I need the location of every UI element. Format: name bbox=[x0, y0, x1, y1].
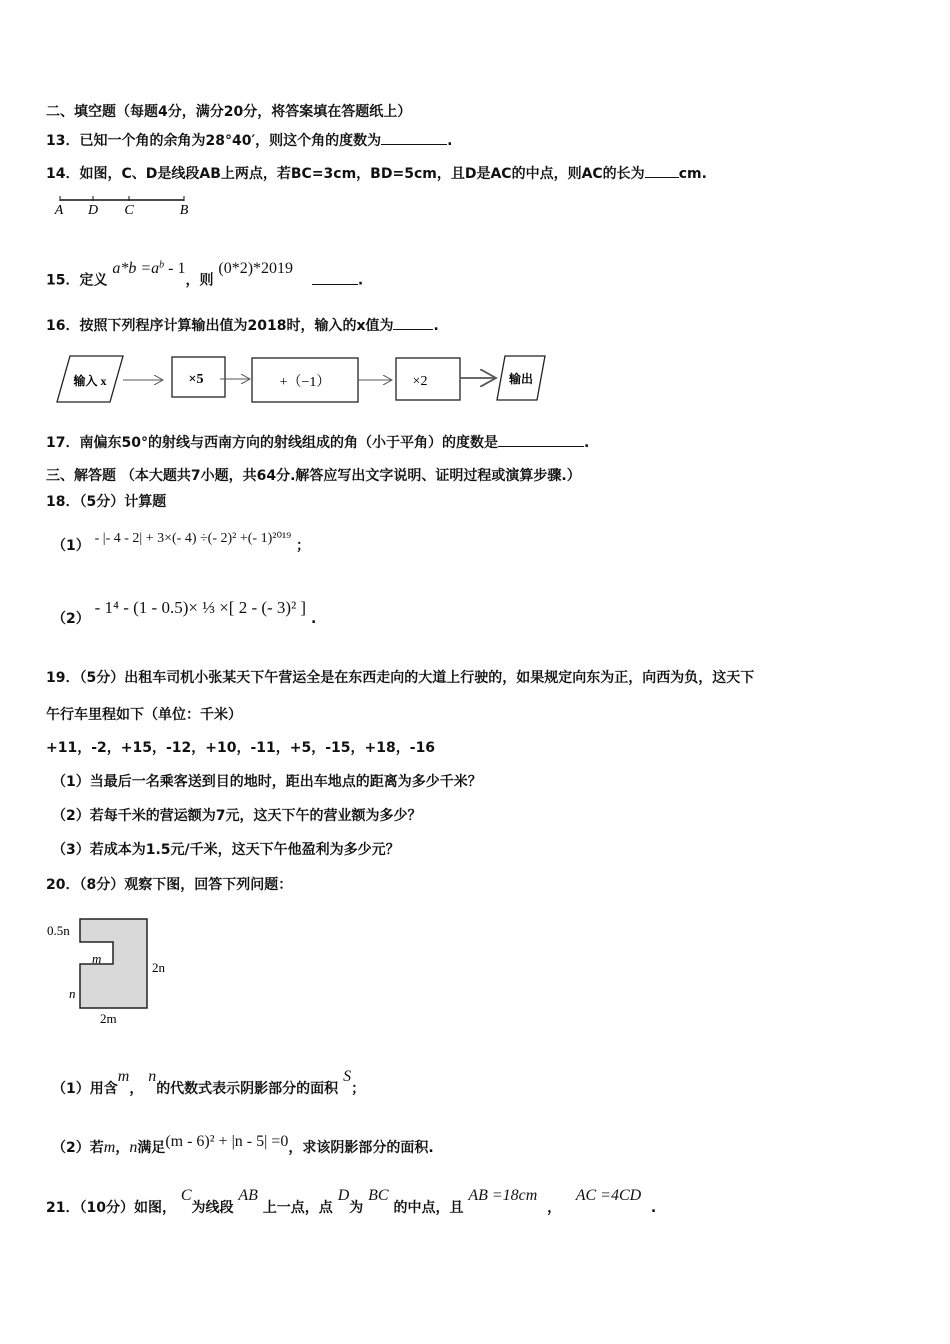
text: ， bbox=[129, 1081, 144, 1097]
q15-mid: ，则 bbox=[185, 272, 214, 289]
text: 的中点，且 bbox=[393, 1200, 464, 1216]
question-20-title: 20．（8分）观察下图，回答下列问题： bbox=[46, 877, 293, 893]
q13-text: 13．已知一个角的余角为28°40′，则这个角的度数为 bbox=[46, 133, 382, 149]
q19-part-3: （3）若成本为1.5元/千米，这天下午他盈利为多少元？ bbox=[52, 842, 400, 858]
q19-part-1: （1）当最后一名乘客送到目的地时，距出车地点的距离为多少千米？ bbox=[52, 774, 482, 790]
q20-part-1 bbox=[52, 1068, 366, 1098]
question-21 bbox=[46, 1187, 657, 1217]
text: ， bbox=[115, 1140, 130, 1156]
text: . bbox=[650, 1200, 657, 1216]
dim-label-top: 0.5n bbox=[47, 923, 70, 938]
var-s: S bbox=[343, 1068, 352, 1085]
q13-end: . bbox=[447, 133, 453, 149]
question-17 bbox=[46, 432, 589, 452]
var: C bbox=[180, 1187, 192, 1204]
equation: AB =18cm bbox=[468, 1187, 538, 1204]
var: D bbox=[337, 1187, 350, 1204]
point-label: C bbox=[124, 203, 134, 218]
flow-step-label: ×2 bbox=[412, 374, 428, 389]
q16-end: . bbox=[433, 318, 439, 334]
dim-label-notch: m bbox=[92, 951, 102, 966]
var-m: m bbox=[117, 1068, 130, 1085]
text: ， bbox=[547, 1200, 562, 1216]
q20-part-2 bbox=[52, 1133, 434, 1157]
question-14 bbox=[46, 163, 707, 183]
var-n: n bbox=[148, 1068, 157, 1085]
text: 上一点，点 bbox=[262, 1200, 333, 1216]
var: BC bbox=[368, 1187, 389, 1204]
q18-part-2 bbox=[52, 598, 317, 628]
q16-text: 16．按照下列程序计算输出值为2018时，输入的x值为 bbox=[46, 318, 394, 334]
section-2-heading: 二、填空题（每题4分，满分20分，将答案填在答题纸上） bbox=[46, 104, 412, 120]
question-18-title: 18．（5分）计算题 bbox=[46, 494, 167, 510]
var-m: m bbox=[103, 1139, 116, 1156]
q15-expression: (0*2)*2019 bbox=[218, 259, 294, 277]
shaded-region bbox=[80, 919, 147, 1008]
q19-line-1: 19．（5分）出租车司机小张某天下午营运全是在东西走向的大道上行驶的，如果规定向东为正，向西为负，这天下 bbox=[46, 670, 755, 686]
dim-label-right: 2n bbox=[152, 960, 165, 975]
answer-blank bbox=[498, 432, 584, 447]
point-label: D bbox=[87, 203, 99, 218]
dim-label-bottom: 2m bbox=[100, 1011, 117, 1026]
var-n: n bbox=[129, 1139, 138, 1156]
q18-formula-1: - |- 4 - 2| + 3×(- 4) ÷(- 2)² +(- 1)²⁰¹⁹ bbox=[94, 531, 292, 546]
point-label: B bbox=[179, 203, 189, 218]
q14-text: 14．如图，C、D是线段AB上两点，若BC=3cm，BD=5cm，且D是AC的中点，则AC的长为 bbox=[46, 166, 645, 182]
times2-box bbox=[396, 358, 460, 400]
point-label: A bbox=[54, 203, 64, 218]
part-label: （2） bbox=[52, 611, 90, 627]
text: 满足 bbox=[137, 1140, 166, 1156]
q17-text: 17．南偏东50°的射线与西南方向的射线组成的角（小于平角）的度数是 bbox=[46, 435, 498, 451]
q18-formula-2: - 1⁴ - (1 - 0.5)× ⅓ ×[ 2 - (- 3)² ] bbox=[94, 598, 307, 617]
q19-mileage-values: +11，-2，+15，-12，+10，-11，+5，-15，+18，-16 bbox=[46, 740, 436, 756]
text: （2）若 bbox=[52, 1140, 104, 1156]
q17-end: . bbox=[583, 435, 590, 451]
flowchart bbox=[0, 350, 560, 410]
q15-end: . bbox=[357, 272, 364, 289]
text: 的代数式表示阴影部分的面积 bbox=[156, 1081, 339, 1097]
dim-label-left: n bbox=[69, 986, 76, 1001]
q18-part-1 bbox=[52, 531, 311, 556]
flow-step-label: ×5 bbox=[188, 372, 204, 387]
answer-blank bbox=[312, 270, 358, 285]
part-end: ； bbox=[296, 538, 311, 554]
q15-exponent: b bbox=[159, 259, 165, 270]
answer-blank bbox=[645, 163, 679, 178]
shaded-shape-figure bbox=[40, 910, 190, 1030]
text: （1）用含 bbox=[52, 1081, 118, 1097]
flow-step-label: +（−1） bbox=[279, 375, 331, 390]
flow-output-label: 输出 bbox=[508, 372, 534, 386]
q19-part-2: （2）若每千米的营运额为7元，这天下午的营业额为多少？ bbox=[52, 808, 422, 824]
q15-def-tail: - 1 bbox=[164, 259, 186, 277]
answer-blank bbox=[381, 130, 447, 145]
section-3-heading: 三、解答题 （本大题共7小题，共64分.解答应写出文字说明、证明过程或演算步骤.） bbox=[46, 468, 581, 484]
q19-line-2: 午行车里程如下（单位：千米） bbox=[46, 707, 242, 723]
equation: AC =4CD bbox=[575, 1187, 642, 1204]
part-label: （1） bbox=[52, 538, 90, 554]
q14-end: cm. bbox=[678, 166, 707, 182]
part-end: . bbox=[310, 611, 317, 627]
text: 为 bbox=[349, 1200, 364, 1216]
question-16 bbox=[46, 315, 439, 335]
answer-blank bbox=[393, 315, 433, 330]
text: 21．（10分）如图， bbox=[46, 1200, 176, 1216]
text: 为线段 bbox=[191, 1200, 234, 1216]
text: ； bbox=[351, 1081, 366, 1097]
question-13 bbox=[46, 130, 452, 150]
q20-equation: (m - 6)² + |n - 5| =0 bbox=[165, 1133, 289, 1150]
q15-prefix: 15．定义 bbox=[46, 272, 108, 289]
q15-definition: a*b =a bbox=[112, 259, 160, 277]
text: ，求该阴影部分的面积. bbox=[288, 1140, 434, 1156]
question-15 bbox=[46, 259, 364, 290]
segment-figure bbox=[50, 192, 200, 220]
flow-input-label: 输入 x bbox=[73, 374, 107, 388]
var: AB bbox=[238, 1187, 258, 1204]
